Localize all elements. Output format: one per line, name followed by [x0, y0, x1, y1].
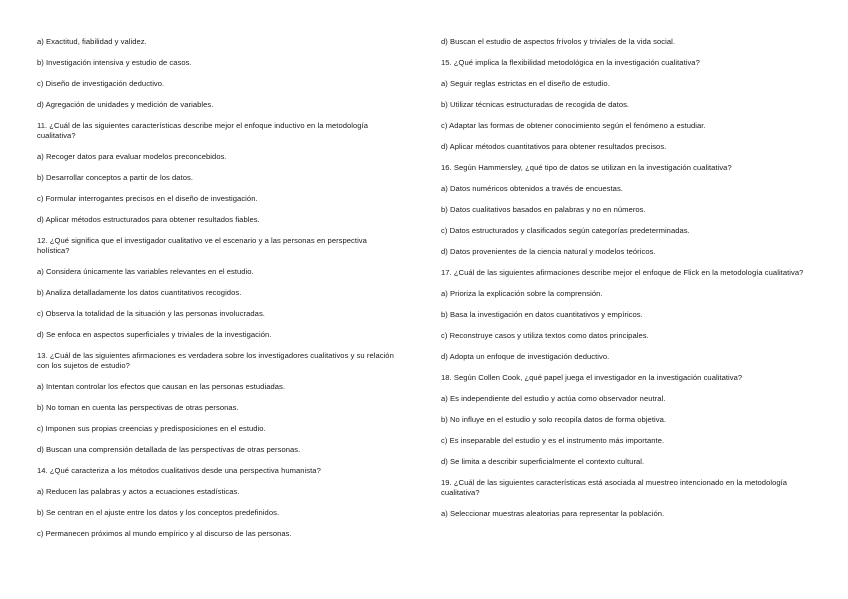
- answer-option: b) Datos cualitativos basados en palabras y no en números.: [441, 205, 646, 214]
- answer-option: c) Observa la totalidad de la situación y las personas involucradas.: [37, 309, 265, 318]
- answer-option: c) Permanecen próximos al mundo empírico y al discurso de las personas.: [37, 529, 292, 538]
- answer-option: d) Se enfoca en aspectos superficiales y triviales de la investigación.: [37, 330, 272, 339]
- answer-option: a) Seguir reglas estrictas en el diseño de estudio.: [441, 79, 610, 88]
- question-text: 18. Según Collen Cook, ¿qué papel juega el investigador en la investigación cualitativa?: [441, 373, 743, 382]
- answer-option: d) Aplicar métodos estructurados para obtener resultados fiables.: [37, 215, 260, 224]
- answer-option: b) No influye en el estudio y solo recopila datos de forma objetiva.: [441, 415, 667, 424]
- answer-option: c) Diseño de investigación deductivo.: [37, 79, 165, 88]
- answer-option: c) Adaptar las formas de obtener conocimiento según el fenómeno a estudiar.: [441, 121, 706, 130]
- right-column: [441, 37, 811, 530]
- answer-option: d) Adopta un enfoque de investigación deductivo.: [441, 352, 610, 361]
- answer-option: b) Se centran en el ajuste entre los datos y los conceptos predefinidos.: [37, 508, 280, 517]
- answer-option: b) Basa la investigación en datos cuantitativos y empíricos.: [441, 310, 643, 319]
- question-text: 12. ¿Qué significa que el investigador cualitativo ve el escenario y a las personas en perspectiva holística?: [37, 236, 367, 255]
- answer-option: a) Intentan controlar los efectos que causan en las personas estudiadas.: [37, 382, 286, 391]
- answer-option: d) Buscan una comprensión detallada de las perspectivas de otras personas.: [37, 445, 301, 454]
- answer-option: a) Recoger datos para evaluar modelos preconcebidos.: [37, 152, 227, 161]
- answer-option: d) Agregación de unidades y medición de variables.: [37, 100, 214, 109]
- question-text: 11. ¿Cuál de las siguientes características describe mejor el enfoque inductivo en la metodología cualitativa?: [37, 121, 368, 140]
- question-text: 13. ¿Cuál de las siguientes afirmaciones es verdadera sobre los investigadores cualitativos y su relación con los sujetos de estudio?: [37, 351, 394, 370]
- answer-option: a) Considera únicamente las variables relevantes en el estudio.: [37, 267, 254, 276]
- answer-option: c) Formular interrogantes precisos en el diseño de investigación.: [37, 194, 258, 203]
- answer-option: c) Datos estructurados y clasificados según categorías predeterminadas.: [441, 226, 690, 235]
- question-text: 14. ¿Qué caracteriza a los métodos cualitativos desde una perspectiva humanista?: [37, 466, 321, 475]
- answer-option: d) Se limita a describir superficialmente el contexto cultural.: [441, 457, 645, 466]
- answer-option: a) Datos numéricos obtenidos a través de encuestas.: [441, 184, 623, 193]
- question-text: 19. ¿Cuál de las siguientes características está asociada al muestreo intencionado en la metodología cualitativa?: [441, 478, 788, 497]
- answer-option: b) Investigación intensiva y estudio de casos.: [37, 58, 192, 67]
- answer-option: d) Aplicar métodos cuantitativos para obtener resultados precisos.: [441, 142, 667, 151]
- answer-option: a) Prioriza la explicación sobre la comprensión.: [441, 289, 603, 298]
- answer-option: a) Reducen las palabras y actos a ecuaciones estadísticas.: [37, 487, 240, 496]
- left-column: [37, 37, 397, 550]
- answer-option: a) Es independiente del estudio y actúa como observador neutral.: [441, 394, 666, 403]
- question-text: 15. ¿Qué implica la flexibilidad metodológica en la investigación cualitativa?: [441, 58, 700, 67]
- answer-option: a) Exactitud, fiabilidad y validez.: [37, 37, 147, 46]
- answer-option: c) Es inseparable del estudio y es el instrumento más importante.: [441, 436, 665, 445]
- answer-option: b) Desarrollar conceptos a partir de los datos.: [37, 173, 193, 182]
- question-text: 17. ¿Cuál de las siguientes afirmaciones describe mejor el enfoque de Flick en la metodología cualitativa?: [441, 268, 804, 277]
- answer-option: a) Seleccionar muestras aleatorias para representar la población.: [441, 509, 665, 518]
- answer-option: d) Buscan el estudio de aspectos frívolos y triviales de la vida social.: [441, 37, 676, 46]
- answer-option: b) No toman en cuenta las perspectivas de otras personas.: [37, 403, 239, 412]
- question-text: 16. Según Hammersley, ¿qué tipo de datos se utilizan en la investigación cualitativa?: [441, 163, 732, 172]
- answer-option: c) Imponen sus propias creencias y predisposiciones en el estudio.: [37, 424, 266, 433]
- answer-option: b) Analiza detalladamente los datos cuantitativos recogidos.: [37, 288, 242, 297]
- answer-option: c) Reconstruye casos y utiliza textos como datos principales.: [441, 331, 649, 340]
- answer-option: b) Utilizar técnicas estructuradas de recogida de datos.: [441, 100, 630, 109]
- answer-option: d) Datos provenientes de la ciencia natural y modelos teóricos.: [441, 247, 656, 256]
